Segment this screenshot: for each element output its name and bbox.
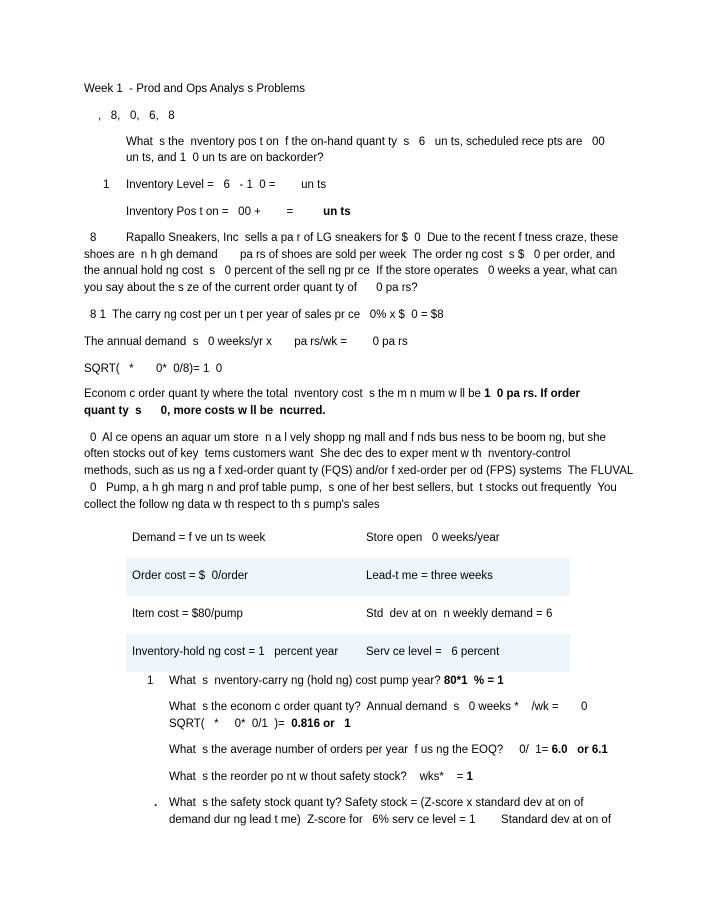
table-cell: Demand = f ve un ts week xyxy=(132,532,266,544)
q10-paragraph-line-3: methods, such as us ng a f xed-order quant ty (FQS) and/or f xed-order per od (FPS) systems The FLUVAL xyxy=(84,465,634,477)
q1-prompt-line-1: What s the nventory pos t on f the on-hand quant ty s 6 un ts, scheduled rece pts are 00 xyxy=(126,136,605,148)
answer-1-number: 1 xyxy=(147,675,154,687)
q8-eoq-conclusion-line-2: quant ty s 0, more costs w ll be ncurred. xyxy=(84,405,326,417)
answer-1 xyxy=(169,674,504,689)
answer-3-text: What s the average number of orders per year f us ng the EOQ? 0/ 1= xyxy=(169,744,552,756)
q8-paragraph-line-3: the annual hold ng cost s 0 percent of the sell ng pr ce If the store operates 0 weeks a year, what can xyxy=(84,265,618,277)
q8-paragraph-line-2: shoes are n h gh demand pa rs of shoes are sold per week The order ng cost s $ 0 per order, and xyxy=(84,249,616,261)
q8-annual-demand: The annual demand s 0 weeks/yr x pa rs/wk = 0 pa rs xyxy=(84,336,408,348)
answer-5-line-1: What s the safety stock quant ty? Safety stock = (Z-score x standard dev at on of xyxy=(169,797,584,809)
q1-inventory-level: Inventory Level = 6 - 1 0 = un ts xyxy=(126,179,327,191)
answer-4-bold: 1 xyxy=(466,771,473,783)
table-cell: Lead-t me = three weeks xyxy=(366,570,493,582)
answer-3-bold: 6.0 or 6.1 xyxy=(551,744,608,756)
answer-2-line-2 xyxy=(169,717,351,732)
q8-eoq-conclusion-bold: 1 0 pa rs. If order xyxy=(484,388,580,400)
table-cell: Store open 0 weeks/year xyxy=(366,532,500,544)
q8-eoq-conclusion-line-1 xyxy=(84,387,580,402)
answer-5-bullet: . xyxy=(154,797,158,809)
q8-number: 8 xyxy=(90,232,97,244)
table-cell: Std dev at on n weekly demand = 6 xyxy=(366,608,553,620)
table-cell: Inventory-hold ng cost = 1 percent year xyxy=(132,646,339,658)
table-row xyxy=(126,596,570,634)
answer-4-text: What s the reorder po nt w thout safety stock? wks* = xyxy=(169,771,467,783)
q1-number: 1 xyxy=(103,179,110,191)
q1-inventory-position xyxy=(126,205,351,220)
answer-1-bold: 80*1 % = 1 xyxy=(443,675,504,687)
answer-3 xyxy=(169,743,608,758)
q1-inventory-position-answer: un ts xyxy=(323,206,351,218)
answer-2-line-1: What s the econom c order quant ty? Annual demand s 0 weeks * /wk = 0 xyxy=(169,701,588,713)
table-cell: Serv ce level = 6 percent xyxy=(366,646,500,658)
answer-4 xyxy=(169,770,473,785)
q10-paragraph-line-5: collect the follow ng data w th respect to th s pump's sales xyxy=(84,499,380,511)
q8-sqrt-formula: SQRT( * 0* 0/8)= 1 0 xyxy=(84,363,223,375)
answer-1-text: What s nventory-carry ng (hold ng) cost pump year? xyxy=(169,675,444,687)
q8-carrying-cost: 8 1 The carry ng cost per un t per year of sales pr ce 0% x $ 0 = $8 xyxy=(90,309,444,321)
q8-paragraph-line-1: Rapallo Sneakers, Inc sells a pa r of LG sneakers for $ 0 Due to the recent f tness craze, these xyxy=(126,232,619,244)
q10-paragraph-line-4: 0 Pump, a h gh marg n and prof table pump, s one of her best sellers, but t stocks out frequently You xyxy=(90,482,617,494)
table-cell: Item cost = $80/pump xyxy=(132,608,243,620)
table-row xyxy=(126,520,570,558)
q8-eoq-conclusion-text: Econom c order quant ty where the total nventory cost s the m n mum w ll be xyxy=(84,388,485,400)
table-row xyxy=(126,558,570,596)
q1-inventory-position-text: Inventory Pos t on = 00 + = xyxy=(126,206,294,218)
q10-paragraph-line-1: 0 Al ce opens an aquar um store n a l vely shopp ng mall and f nds bus ness to be boom ng, but she xyxy=(90,432,606,444)
table-row xyxy=(126,634,570,672)
answer-5-line-2: demand dur ng lead t me) Z-score for 6% serv ce level = 1 Standard dev at on of xyxy=(169,814,612,826)
problem-numbers-line: , 8, 0, 6, 8 xyxy=(98,110,175,122)
document-title: Week 1 - Prod and Ops Analys s Problems xyxy=(84,83,305,95)
q10-paragraph-line-2: often stocks out of key tems customers want She dec des to exper ment w th nventory-control xyxy=(84,448,571,460)
table-cell: Order cost = $ 0/order xyxy=(132,570,249,582)
q8-paragraph-line-4: you say about the s ze of the current order quant ty of 0 pa rs? xyxy=(84,282,418,294)
answer-2-bold: 0.816 or 1 xyxy=(291,718,351,730)
answer-2-text: SQRT( * 0* 0/1 )= xyxy=(169,718,292,730)
q1-prompt-line-2: un ts, and 1 0 un ts are on backorder? xyxy=(126,152,324,164)
